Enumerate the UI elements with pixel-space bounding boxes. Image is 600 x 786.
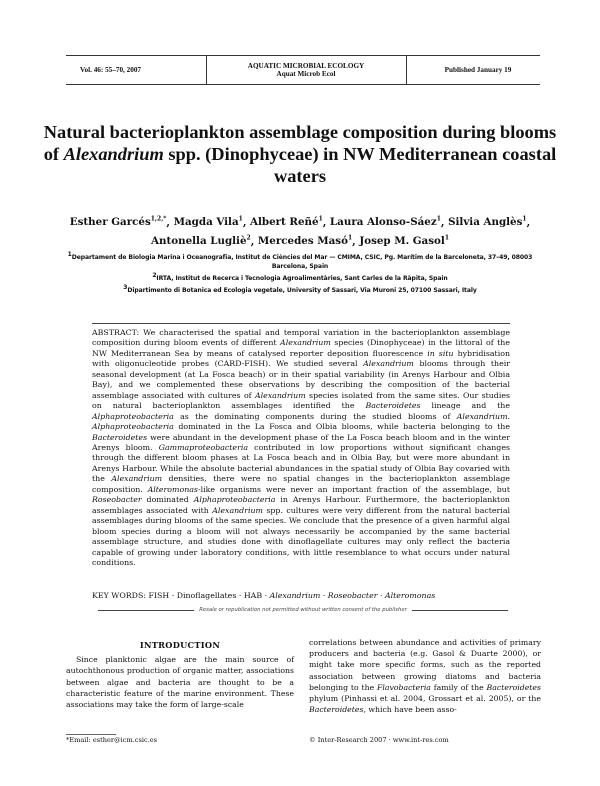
author: Silvia Anglès$^1$ xyxy=(448,216,527,229)
column-left xyxy=(66,637,294,710)
keywords-italic: Alexandrium · Roseobacter · Alteromonas xyxy=(269,591,436,600)
body-paragraph: correlations between abundance and activities of primary producers and bacteria (e.g. Gasol & Duarte 2000), or might take more specific forms, such as the reported association between growing diatoms and bacteria belonging to the Flavobacteria family of the Bacteroidetes phylum (Pinhassi et al. 2004, Grossart et al. 2005), or the Bacteroidetes, which have been asso- xyxy=(309,638,541,715)
keywords-plain: FISH · Dinoflagellates · HAB · xyxy=(145,591,270,600)
journal-name-block xyxy=(216,56,396,84)
affiliation: $^3$Dipartimento di Botanica ed Ecologia vegetale, University of Sassari, Via Muroni 25, 07100 Sassari, Italy xyxy=(123,284,477,295)
title-text: Natural bacterioplankton assemblage composition during blooms of xyxy=(43,122,557,164)
title-genus: Alexandrium xyxy=(63,144,164,164)
keywords xyxy=(92,591,510,601)
footnote-rule xyxy=(66,734,116,735)
journal-name: AQUATIC MICROBIAL ECOLOGY xyxy=(247,61,365,70)
republication-notice: Resale or republication not permitted without written consent of the publisher xyxy=(66,607,540,614)
notice-rule xyxy=(412,610,508,611)
author: Josep M. Gasol$^1$ xyxy=(359,234,449,248)
author: Laura Alonso-Sáez$^1$ xyxy=(329,216,441,229)
body-paragraph: Since planktonic algae are the main source of autochthonous production of organic matter, associations between algae and bacteria are thought to be a characteristic feature of the marine environment. These associations may take the form of large-scale xyxy=(66,655,294,710)
author: Magda Vila$^1$ xyxy=(173,216,243,229)
header-divider xyxy=(206,56,207,84)
keywords-label: KEY WORDS: xyxy=(92,591,146,600)
journal-abbrev: Aquat Microb Ecol xyxy=(276,70,336,78)
volume-info: Vol. 46: 55–70, 2007 xyxy=(80,66,142,74)
header-divider xyxy=(406,56,407,84)
paper-title xyxy=(40,121,560,187)
copyright: © Inter-Research 2007 · www.int-res.com xyxy=(309,736,449,744)
affiliations xyxy=(60,250,540,295)
author: Mercedes Masó$^1$ xyxy=(257,234,353,248)
journal-header xyxy=(66,55,540,85)
affiliation: $^1$Departament de Biologia Marina i Oceanografia, Institut de Ciències del Mar — CMIMA, CSIC, Pg. Marítim de la Barceloneta, 37–49, 08003 Barcelona, Spain xyxy=(67,251,533,271)
publication-date: Published January 19 xyxy=(444,66,512,74)
section-heading: INTRODUCTION xyxy=(139,640,221,650)
abstract-label: ABSTRACT: xyxy=(92,328,140,337)
author: Antonella Lugliè$^2$ xyxy=(151,234,251,248)
abstract: ABSTRACT: We characterised the spatial and temporal variation in the bacterioplankton assemblage composition during bloom events of different Alexandrium species (Dinophyceae) in the littoral of the NW Mediterranean Sea by means of catalysed reporter deposition fluorescence in situ hybridisation with oligonucleotide probes (CARD-FISH). We studied several Alexandrium blooms through their seasonal development (at La Fosca beach) or in their spatial variability (in Arenys Harbour and Olbia Bay), and we complemented these observations by describing the composition of the bacterial assemblage associated with cultures of Alexandrium species isolated from the same sites. Our studies on natural bacterioplankton assemblages identified the Bacteroidetes lineage and the Alphaproteobacteria as the dominating components during the studied blooms of Alexandrium. Alphaproteobacteria dominated in the La Fosca and Olbia blooms, while bacteria belonging to the Bacteroidetes were abundant in the development phase of the La Fosca beach bloom and in the winter Arenys bloom. Gammaproteobacteria contributed in low proportions without significant changes through the different bloom phases at La Fosca beach and in Olbia Bay, but were more abundant in Arenys Harbour. While the absolute bacterial abundances in the spatial study of Olbia Bay covaried with the Alexandrium densities, there were no spatial changes in the bacterioplankton assemblage composition. Alteromonas-like organisms were never an important fraction of the assemblage, but Roseobacter dominated Alphaproteobacteria in Arenys Harbour. Furthermore, the bacterioplankton assemblages associated with Alexandrium spp. cultures were very different from the natural bacterial assemblages during blooms of the same species. We conclude that the presence of a given harmful algal bloom species during a bloom will not always necessarily be accompanied by the same bacterial assemblage structure, and studies done with dinoflagellate cultures may only reflect the bacteria capable of growing under laboratory conditions, with little resemblance to what occurs under natural conditions. xyxy=(92,323,510,568)
title-text: spp. (Dinophyceae) in NW Mediterranean coastal waters xyxy=(163,144,557,186)
author-list: Esther Garcés$^{1,2,*}$, Magda Vila$^1$, Albert Reñé$^1$, Laura Alonso-Sáez$^1$, Silvia Anglès$^1$, Antonella Lugliè$^2$, Mercedes Masó$^1$, Josep M. Gasol$^1$ xyxy=(69,216,531,248)
author: Esther Garcés$^{1,2,*}$ xyxy=(69,216,167,229)
author: Albert Reñé$^1$ xyxy=(249,216,323,229)
corresponding-email: *Email: esther@icm.csic.es xyxy=(66,736,158,744)
notice-rule xyxy=(98,610,194,611)
affiliation: $^2$IRTA, Institut de Recerca i Tecnologia Agroalimentàries, Sant Carles de la Ràpita, Spain xyxy=(152,272,448,283)
column-right xyxy=(309,637,541,715)
